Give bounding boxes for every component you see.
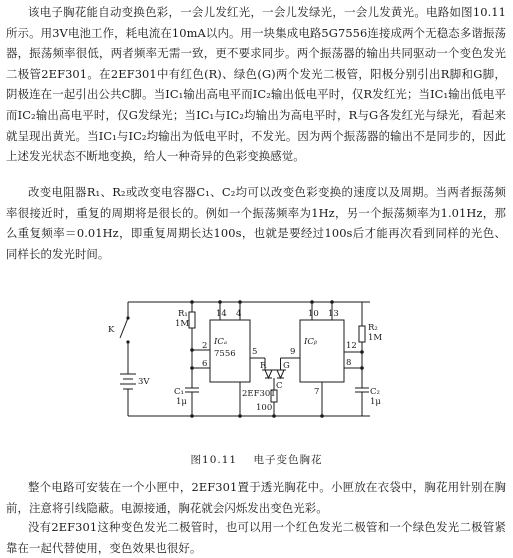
pin-7-label: 7	[314, 387, 320, 397]
pin-2-label: 2	[202, 341, 208, 351]
r1-label: R₁	[178, 309, 188, 319]
c1-label: C₁	[174, 387, 184, 397]
battery-label: 3V	[138, 377, 150, 387]
c2-label: C₂	[370, 387, 380, 397]
r2-value: 1M	[368, 333, 383, 343]
pin-8-label: 8	[346, 358, 352, 368]
c2-value: 1μ	[370, 397, 381, 407]
paragraph-substitute: 没有2EF301这种变色发光二极管时，也可以用一个红色发光二极管和一个绿色发光二极管紧靠在一起代替使用，变色效果也很好。	[6, 520, 506, 555]
circuit-diagram	[100, 290, 400, 440]
pin-12-label: 12	[346, 341, 357, 351]
paragraph-period-adjustment: 改变电阻器R₁、R₂或改变电容器C₁、C₂均可以改变色彩变换的速度以及周期。当两者振荡频率很接近时，重复的周期将是很长的。例如一个振荡频率为1Hz，另一个振荡频率为1.01Hz，那么重复频率＝0.01Hz，即重复周期长达100s，也就是要经过100s后才能再次看到同样的光色、同样长的发光时间。	[6, 185, 506, 261]
figure-title: 电子变色胸花	[253, 454, 323, 466]
ic-b-label: ICᵦ	[304, 337, 317, 347]
pin-10-label: 10	[308, 309, 319, 319]
figure-caption	[0, 452, 513, 467]
ic-a-label: ICₐ	[214, 337, 228, 347]
led-c-label: C	[276, 381, 283, 391]
paragraph-circuit-description: 该电子胸花能自动变换色彩，一会儿发红光，一会儿发绿光，一会儿发黄光。电路如图10.11所示。用3V电池工作，耗电流在10mA以内。用一块集成电路5G7556连接成两个无稳态多谐振荡器，振荡频率很低，两者频率无需一致，更不要求同步。两个振荡器的输出共同驱动一个变色发光二极管2EF301。在2EF301中有红色(R)、绿色(G)两个发光二极管，阳极分别引出R脚和G脚，阴极连在一起引出公共C脚。当IC₁输出高电平而IC₂输出低电平时，仅R发红光；当IC₁输出低电平而IC₂输出高电平时，仅G发绿光；当IC₁与IC₂均输出为高电平时，R与G各发红光与绿光，看起来就呈现出黄光。当IC₁与IC₂均输出为低电平时，不发光。因为两个振荡器的输出不是同步的，因此上述发光状态不断地变换，给人一种奇异的色彩变换感觉。	[6, 5, 506, 164]
pin-4-label: 4	[236, 309, 242, 319]
paragraph-assembly: 整个电路可安装在一个小匣中，2EF301置于透光胸花中。小匣放在衣袋中，胸花用针别在胸前，注意将引线隐蔽。电源接通，胸花就会闪烁发出变色光彩。	[6, 480, 506, 515]
led-part-label: 2EF301	[242, 389, 276, 399]
resistor-100-label: 100	[256, 403, 273, 413]
pin-9-label: 9	[290, 347, 296, 357]
switch-label: K	[108, 325, 115, 335]
pin-13-label: 13	[328, 309, 339, 319]
led-g-label: G	[283, 361, 290, 371]
r2-label: R₂	[368, 323, 378, 333]
pin-14-label: 14	[216, 309, 227, 319]
ic-a-part: 7556	[214, 349, 236, 359]
pin-5-label: 5	[252, 347, 258, 357]
r1-value: 1M	[175, 319, 190, 329]
c1-value: 1μ	[176, 397, 187, 407]
led-r-label: R	[260, 361, 267, 371]
pin-6-label: 6	[202, 359, 208, 369]
figure-number: 图10.11	[190, 454, 238, 466]
